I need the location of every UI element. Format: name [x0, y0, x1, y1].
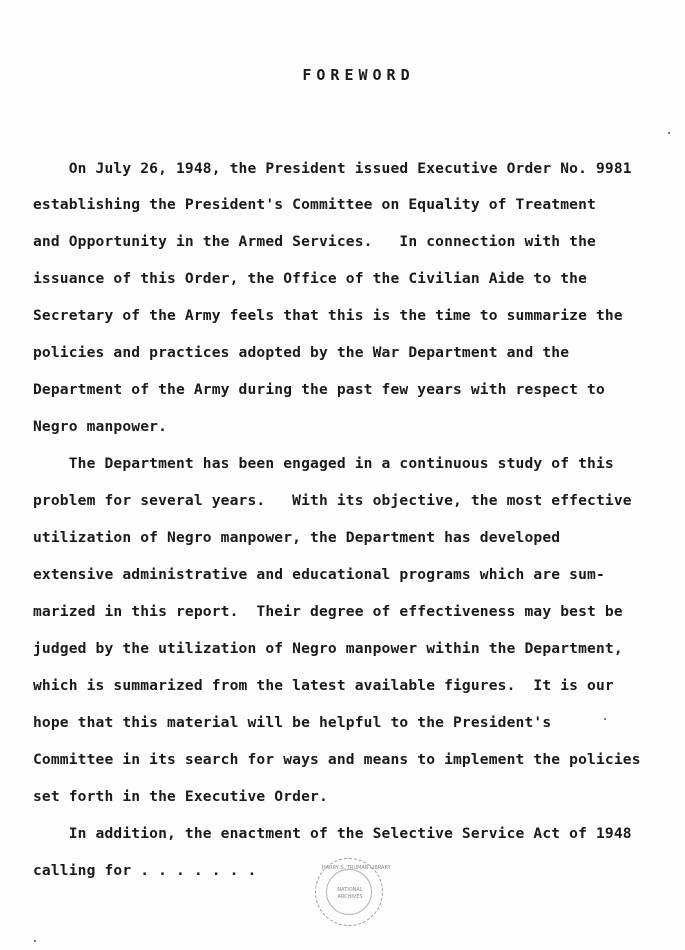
paper-speck: [668, 132, 670, 134]
text-line-8: Negro manpower.: [33, 418, 168, 435]
text-line-11: utilization of Negro manpower, the Department has developed: [33, 529, 561, 546]
paper-speck: [604, 718, 606, 720]
text-line-19: In addition, the enactment of the Selective Service Act of 1948: [33, 825, 632, 842]
text-line-17: Committee in its search for ways and means to implement the policies: [33, 751, 641, 768]
title-text: FOREWORD: [302, 66, 415, 84]
text-line-4: issuance of this Order, the Office of the Civilian Aide to the: [33, 270, 588, 287]
text-line-12: extensive administrative and educational programs which are sum-: [33, 566, 605, 583]
document-title: [0, 66, 685, 84]
text-line-16: hope that this material will be helpful to the President's: [33, 714, 552, 731]
text-line-18: set forth in the Executive Order.: [33, 788, 328, 805]
text-line-10: problem for several years. With its objective, the most effective: [33, 492, 632, 509]
text-line-14: judged by the utilization of Negro manpower within the Department,: [33, 640, 623, 657]
stamp-line-3: ARCHIVES: [337, 894, 363, 900]
text-line-13: marized in this report. Their degree of effectiveness may best be: [33, 603, 623, 620]
text-line-6: policies and practices adopted by the War Department and the: [33, 344, 570, 361]
text-line-7: Department of the Army during the past few years with respect to: [33, 381, 605, 398]
paper-speck: [34, 940, 36, 942]
text-line-9: The Department has been engaged in a continuous study of this: [33, 455, 614, 472]
stamp-line-1: HARRY S. TRUMAN LIBRARY: [322, 865, 391, 871]
library-stamp: [315, 858, 391, 926]
text-line-5: Secretary of the Army feels that this is the time to summarize the: [33, 307, 623, 324]
text-line-3: and Opportunity in the Armed Services. In connection with the: [33, 233, 596, 250]
text-line-20: calling for . . . . . . .: [33, 862, 257, 879]
text-line-2: establishing the President's Committee on Equality of Treatment: [33, 196, 596, 213]
text-line-15: which is summarized from the latest available figures. It is our: [33, 677, 614, 694]
text-line-1: On July 26, 1948, the President issued Executive Order No. 9981: [33, 160, 632, 177]
stamp-line-2: NATIONAL: [337, 887, 363, 893]
